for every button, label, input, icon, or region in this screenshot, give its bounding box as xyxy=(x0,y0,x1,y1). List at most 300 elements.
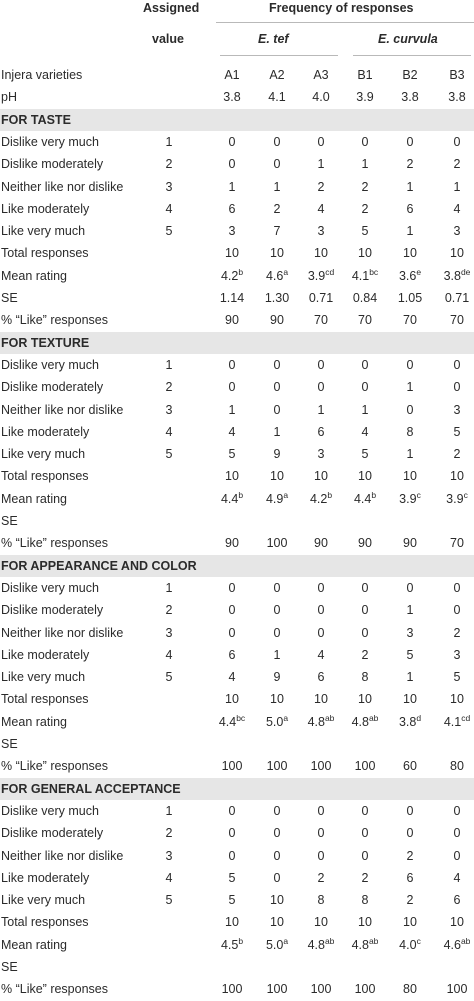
cell-value: 4.1 xyxy=(443,714,462,729)
cell-b2 xyxy=(391,242,429,264)
cell-a3 xyxy=(302,86,340,108)
cell-value: 90 xyxy=(270,313,284,328)
row-label: Total responses xyxy=(1,692,89,707)
cell-value: 0.71 xyxy=(444,291,470,305)
cell-b2 xyxy=(391,421,429,443)
table-row xyxy=(0,198,474,220)
cell-b3 xyxy=(438,376,474,398)
cell-value: 3.8 xyxy=(443,268,461,283)
cell-b3 xyxy=(438,242,474,264)
significance-letter: a xyxy=(283,935,289,946)
cell-b2 xyxy=(391,287,429,309)
assigned-value: 4 xyxy=(165,647,173,662)
cell-a2 xyxy=(258,755,296,777)
cell-value: 0 xyxy=(406,357,414,372)
row-label: Mean rating xyxy=(1,937,68,952)
cell-value: 4 xyxy=(317,647,325,662)
cell-b3 xyxy=(438,666,474,688)
cell-value: 0 xyxy=(361,625,369,640)
cell-a1 xyxy=(213,376,251,398)
cell-value: 3 xyxy=(317,224,325,239)
cell-b2 xyxy=(391,376,429,398)
section-title: FOR TEXTURE xyxy=(1,335,90,350)
assigned-value xyxy=(154,86,184,108)
cell-a2 xyxy=(258,64,296,86)
significance-letter: a xyxy=(283,266,289,277)
cell-value: 1 xyxy=(273,424,281,439)
assigned-value xyxy=(154,287,184,309)
assigned-value xyxy=(154,755,184,777)
cell-b2 xyxy=(391,354,429,376)
cell-value: 2 xyxy=(453,625,461,640)
cell-value: 10 xyxy=(450,469,464,484)
cell-value: 0 xyxy=(273,157,281,172)
assigned-value xyxy=(154,309,184,331)
cell-a1 xyxy=(213,599,251,621)
cell-a3 xyxy=(302,711,340,733)
cell-value: 3.8 xyxy=(223,90,241,105)
cell-a3 xyxy=(302,822,340,844)
cell-b3 xyxy=(438,867,474,889)
assigned-value xyxy=(154,465,184,487)
cell-a3 xyxy=(302,934,340,956)
cell-value: 5 xyxy=(228,870,236,885)
cell-value: A2 xyxy=(269,68,285,82)
cell-a3 xyxy=(302,755,340,777)
assigned-value xyxy=(154,510,184,532)
cell-value: 0 xyxy=(228,803,236,818)
cell-value: 4 xyxy=(228,670,236,685)
table-row xyxy=(0,176,474,198)
cell-a3 xyxy=(302,644,340,666)
table-row xyxy=(0,889,474,911)
cell-value: 2 xyxy=(361,201,369,216)
cell-a1 xyxy=(213,488,251,510)
cell-value: 10 xyxy=(358,469,372,484)
cell-value: 0 xyxy=(317,848,325,863)
cell-b1 xyxy=(346,488,384,510)
cell-value: 3.8 xyxy=(448,90,466,105)
cell-value: 8 xyxy=(361,893,369,908)
row-label: Total responses xyxy=(1,915,89,930)
cell-b1 xyxy=(346,666,384,688)
cell-value: 3 xyxy=(453,647,461,662)
cell-b3 xyxy=(438,176,474,198)
row-label: Neither like nor dislike xyxy=(1,179,124,194)
cell-a2 xyxy=(258,978,296,1000)
row-label: Dislike moderately xyxy=(1,603,104,618)
cell-value: 3.9 xyxy=(307,268,326,283)
cell-value: A3 xyxy=(313,68,329,82)
cell-a2 xyxy=(258,688,296,710)
cell-value: 4.2 xyxy=(220,268,239,283)
cell-value: 3 xyxy=(453,402,461,417)
significance-letter: a xyxy=(283,712,289,723)
cell-value: 10 xyxy=(450,915,464,930)
cell-b1 xyxy=(346,131,384,153)
cell-value: 3 xyxy=(228,224,236,239)
cell-b1 xyxy=(346,176,384,198)
cell-value: 70 xyxy=(358,313,372,328)
cell-value: 1 xyxy=(228,179,236,194)
cell-a1 xyxy=(213,622,251,644)
section-title: FOR APPEARANCE AND COLOR xyxy=(1,558,197,573)
cell-value: 6 xyxy=(228,201,236,216)
cell-b3 xyxy=(438,644,474,666)
cell-value: 2 xyxy=(273,201,281,216)
cell-value: 0.71 xyxy=(308,291,334,305)
significance-letter: b xyxy=(371,489,377,500)
significance-letter: bc xyxy=(369,266,379,277)
table-row xyxy=(0,465,474,487)
row-label: Mean rating xyxy=(1,268,68,283)
cell-value: 0 xyxy=(453,803,461,818)
cell-value: 9 xyxy=(273,447,281,462)
cell-b1 xyxy=(346,64,384,86)
cell-value: 1 xyxy=(406,603,414,618)
row-label: Like moderately xyxy=(1,424,90,439)
cell-value: 4.8 xyxy=(307,714,325,729)
cell-b2 xyxy=(391,822,429,844)
cell-a2 xyxy=(258,822,296,844)
row-label: pH xyxy=(1,90,17,105)
cell-value: 0 xyxy=(406,134,414,149)
cell-a1 xyxy=(213,822,251,844)
cell-value: 2 xyxy=(361,179,369,194)
cell-value: 2 xyxy=(361,647,369,662)
cell-value: 0 xyxy=(361,603,369,618)
cell-b2 xyxy=(391,956,429,978)
assigned-header-line2: value xyxy=(152,32,184,46)
table-row xyxy=(0,978,474,1000)
cell-value: 0 xyxy=(273,803,281,818)
row-label: Like moderately xyxy=(1,647,90,662)
cell-a1 xyxy=(213,309,251,331)
row-label: Like very much xyxy=(1,670,86,685)
cell-b2 xyxy=(391,845,429,867)
cell-a2 xyxy=(258,354,296,376)
cell-value: 100 xyxy=(354,982,376,997)
cell-value: 0 xyxy=(273,134,281,149)
assigned-header-line1: Assigned xyxy=(143,1,200,15)
cell-value: 0 xyxy=(317,625,325,640)
table-row xyxy=(0,688,474,710)
cell-b3 xyxy=(438,265,474,287)
row-label: Like very much xyxy=(1,893,86,908)
cell-b1 xyxy=(346,532,384,554)
assigned-value xyxy=(154,911,184,933)
cell-b2 xyxy=(391,711,429,733)
assigned-value xyxy=(154,733,184,755)
row-label: Neither like nor dislike xyxy=(1,402,124,417)
cell-value: 0 xyxy=(228,848,236,863)
cell-a1 xyxy=(213,711,251,733)
assigned-value: 3 xyxy=(165,179,173,194)
cell-value: 10 xyxy=(358,246,372,261)
cell-value: 100 xyxy=(221,982,243,997)
cell-value: 10 xyxy=(403,246,417,261)
cell-value: 0 xyxy=(406,580,414,595)
cell-b2 xyxy=(391,755,429,777)
cell-a3 xyxy=(302,153,340,175)
cell-value: 0 xyxy=(453,357,461,372)
significance-letter: ab xyxy=(460,935,471,946)
cell-a1 xyxy=(213,421,251,443)
assigned-value xyxy=(154,711,184,733)
cell-a1 xyxy=(213,131,251,153)
assigned-value xyxy=(154,978,184,1000)
cell-a2 xyxy=(258,510,296,532)
cell-value: 0 xyxy=(273,357,281,372)
cell-a3 xyxy=(302,354,340,376)
cell-value: 0 xyxy=(453,826,461,841)
cell-b1 xyxy=(346,376,384,398)
significance-letter: c xyxy=(416,489,421,500)
cell-value: 0 xyxy=(361,380,369,395)
cell-value: 0 xyxy=(361,803,369,818)
cell-b3 xyxy=(438,599,474,621)
cell-a2 xyxy=(258,153,296,175)
cell-a2 xyxy=(258,309,296,331)
cell-a3 xyxy=(302,800,340,822)
cell-a1 xyxy=(213,867,251,889)
cell-a3 xyxy=(302,265,340,287)
cell-b3 xyxy=(438,845,474,867)
cell-b2 xyxy=(391,800,429,822)
row-label: Mean rating xyxy=(1,714,68,729)
significance-letter: de xyxy=(460,266,471,277)
row-label: SE xyxy=(1,737,18,751)
table-row xyxy=(0,822,474,844)
cell-value: 10 xyxy=(314,915,328,930)
cell-b2 xyxy=(391,443,429,465)
cell-b3 xyxy=(438,488,474,510)
assigned-value xyxy=(154,64,184,86)
cell-b1 xyxy=(346,845,384,867)
cell-a1 xyxy=(213,800,251,822)
table-row xyxy=(0,934,474,956)
assigned-value: 3 xyxy=(165,402,173,417)
cell-value: 70 xyxy=(403,313,417,328)
cell-b3 xyxy=(438,800,474,822)
assigned-value: 2 xyxy=(165,826,173,841)
cell-a2 xyxy=(258,443,296,465)
cell-b3 xyxy=(438,399,474,421)
group-underline-e-curvula xyxy=(353,55,471,56)
cell-a3 xyxy=(302,599,340,621)
cell-value: 10 xyxy=(314,246,328,261)
cell-a3 xyxy=(302,622,340,644)
cell-value: 100 xyxy=(310,759,332,774)
cell-value: 10 xyxy=(270,246,284,261)
significance-letter: bc xyxy=(236,712,246,723)
cell-a2 xyxy=(258,287,296,309)
cell-value: 60 xyxy=(403,759,417,774)
cell-value: 1 xyxy=(317,157,325,172)
cell-b3 xyxy=(438,198,474,220)
cell-a2 xyxy=(258,131,296,153)
cell-value: 0 xyxy=(317,603,325,618)
cell-value: 4.2 xyxy=(309,491,328,506)
cell-a3 xyxy=(302,688,340,710)
cell-a2 xyxy=(258,376,296,398)
cell-value: 0 xyxy=(228,380,236,395)
cell-value: 1 xyxy=(228,402,236,417)
cell-a1 xyxy=(213,242,251,264)
cell-a3 xyxy=(302,64,340,86)
cell-value: 1 xyxy=(273,179,281,194)
significance-letter: b xyxy=(238,935,244,946)
cell-a2 xyxy=(258,421,296,443)
cell-value: B1 xyxy=(357,68,373,82)
cell-b1 xyxy=(346,644,384,666)
cell-b3 xyxy=(438,131,474,153)
cell-b2 xyxy=(391,465,429,487)
significance-letter: b xyxy=(238,266,244,277)
table-row xyxy=(0,309,474,331)
cell-value: 10 xyxy=(314,692,328,707)
cell-value: 3.6 xyxy=(398,268,417,283)
cell-value: 0 xyxy=(361,357,369,372)
cell-value: 1 xyxy=(273,647,281,662)
cell-b3 xyxy=(438,755,474,777)
cell-value: 5 xyxy=(228,447,236,462)
table-row xyxy=(0,644,474,666)
cell-a3 xyxy=(302,309,340,331)
section-title: FOR TASTE xyxy=(1,112,71,127)
cell-value: 1 xyxy=(406,179,414,194)
cell-value: 10 xyxy=(450,692,464,707)
cell-b3 xyxy=(438,153,474,175)
cell-value: 0 xyxy=(228,157,236,172)
cell-b2 xyxy=(391,688,429,710)
table-row xyxy=(0,153,474,175)
cell-a1 xyxy=(213,978,251,1000)
cell-b1 xyxy=(346,800,384,822)
assigned-value: 4 xyxy=(165,424,173,439)
cell-a2 xyxy=(258,711,296,733)
cell-value: 4.4 xyxy=(220,491,239,506)
row-label: % “Like” responses xyxy=(1,313,108,328)
cell-value: 8 xyxy=(361,670,369,685)
cell-value: 3.9 xyxy=(399,491,417,506)
significance-letter: c xyxy=(416,935,421,946)
cell-b2 xyxy=(391,153,429,175)
cell-value: 0 xyxy=(273,580,281,595)
cell-value: 0 xyxy=(273,402,281,417)
cell-b1 xyxy=(346,465,384,487)
significance-letter: b xyxy=(327,489,333,500)
cell-a2 xyxy=(258,198,296,220)
group-underline-e-tef xyxy=(220,55,338,56)
assigned-value: 1 xyxy=(165,803,173,818)
cell-value: 4.0 xyxy=(312,90,330,105)
cell-a2 xyxy=(258,465,296,487)
cell-value: 5 xyxy=(406,647,414,662)
cell-b1 xyxy=(346,755,384,777)
row-label: SE xyxy=(1,514,18,528)
cell-a3 xyxy=(302,956,340,978)
row-label: % “Like” responses xyxy=(1,982,108,997)
cell-value: 80 xyxy=(450,759,464,774)
significance-letter: e xyxy=(416,266,422,277)
cell-b3 xyxy=(438,443,474,465)
row-label: SE xyxy=(1,960,18,974)
cell-value: 0 xyxy=(273,826,281,841)
cell-value: 1 xyxy=(361,402,369,417)
cell-value: 6 xyxy=(317,670,325,685)
assigned-value: 5 xyxy=(165,447,173,462)
row-label: Dislike moderately xyxy=(1,380,104,395)
cell-a3 xyxy=(302,198,340,220)
cell-value: 10 xyxy=(450,246,464,261)
cell-a1 xyxy=(213,86,251,108)
row-label: % “Like” responses xyxy=(1,536,108,551)
cell-value: 1.14 xyxy=(219,291,245,305)
cell-b1 xyxy=(346,242,384,264)
cell-b2 xyxy=(391,532,429,554)
row-label: Dislike moderately xyxy=(1,826,104,841)
cell-a3 xyxy=(302,131,340,153)
cell-value: 100 xyxy=(266,982,288,997)
cell-value: 10 xyxy=(225,692,239,707)
cell-value: 0 xyxy=(361,134,369,149)
row-label: Dislike very much xyxy=(1,134,99,149)
cell-b2 xyxy=(391,64,429,86)
cell-b1 xyxy=(346,287,384,309)
cell-a2 xyxy=(258,956,296,978)
cell-b1 xyxy=(346,867,384,889)
table-row xyxy=(0,755,474,777)
cell-value: 10 xyxy=(225,915,239,930)
cell-value: 4.8 xyxy=(351,714,369,729)
cell-value: B2 xyxy=(402,68,418,82)
cell-a3 xyxy=(302,376,340,398)
cell-value: 10 xyxy=(314,469,328,484)
cell-value: 6 xyxy=(406,201,414,216)
cell-a2 xyxy=(258,666,296,688)
significance-letter: ab xyxy=(368,712,379,723)
assigned-value: 5 xyxy=(165,224,173,239)
cell-value: 2 xyxy=(317,870,325,885)
cell-b3 xyxy=(438,220,474,242)
cell-value: 5.0 xyxy=(265,714,284,729)
table-row xyxy=(0,354,474,376)
cell-value: 100 xyxy=(266,759,288,774)
cell-a3 xyxy=(302,287,340,309)
cell-a3 xyxy=(302,176,340,198)
table-row xyxy=(0,711,474,733)
cell-b3 xyxy=(438,309,474,331)
assigned-value: 3 xyxy=(165,625,173,640)
assigned-value xyxy=(154,242,184,264)
cell-b1 xyxy=(346,309,384,331)
assigned-value xyxy=(154,265,184,287)
cell-value: 5 xyxy=(453,424,461,439)
cell-value: 1 xyxy=(406,670,414,685)
assigned-value: 3 xyxy=(165,848,173,863)
row-label: % “Like” responses xyxy=(1,759,108,774)
cell-value: 4.8 xyxy=(307,937,325,952)
table-row xyxy=(0,867,474,889)
cell-b1 xyxy=(346,220,384,242)
cell-a1 xyxy=(213,399,251,421)
cell-value: 3 xyxy=(317,447,325,462)
cell-value: 0 xyxy=(361,580,369,595)
cell-a3 xyxy=(302,399,340,421)
cell-a3 xyxy=(302,510,340,532)
cell-a2 xyxy=(258,644,296,666)
